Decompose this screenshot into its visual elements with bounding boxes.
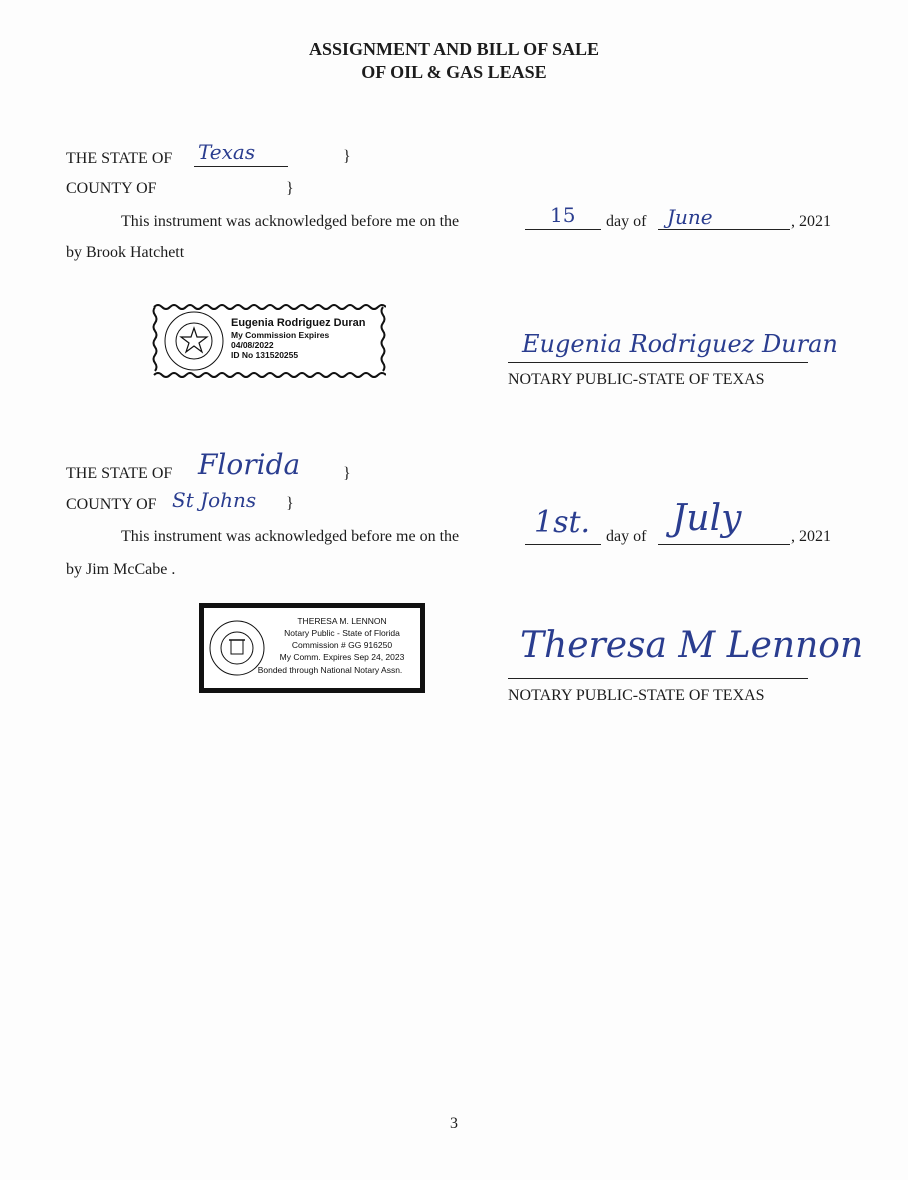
brace: }: [343, 148, 351, 165]
document-title-line1: ASSIGNMENT AND BILL OF SALE: [308, 39, 600, 59]
stamp-name: Eugenia Rodriguez Duran: [231, 317, 366, 329]
state-underline: [194, 166, 288, 167]
month-underline: [658, 544, 790, 545]
document-title-line2: OF OIL & GAS LEASE: [361, 62, 547, 82]
month-handwritten: June: [667, 205, 713, 229]
day-handwritten: 1st.: [534, 505, 591, 540]
acknowledgment-sentence: This instrument was acknowledged before me on the: [121, 213, 460, 230]
stamp-line: My Commission Expires: [231, 330, 330, 340]
stamp-name: THERESA M. LENNON: [297, 616, 387, 626]
stamp-line: 04/08/2022: [231, 340, 274, 350]
day-underline: [525, 544, 601, 545]
state-label: THE STATE OF: [66, 150, 173, 167]
county-label: COUNTY OF: [66, 180, 157, 197]
by-line: by Brook Hatchett: [66, 244, 185, 261]
notary-stamp-florida: [199, 603, 425, 693]
notary-stamp-texas: [152, 303, 386, 379]
brace: }: [343, 465, 351, 482]
stamp-line: My Comm. Expires Sep 24, 2023: [279, 652, 405, 662]
state-handwritten: Texas: [198, 140, 256, 164]
day-handwritten: 15: [550, 203, 576, 227]
notary-signature: Eugenia Rodriguez Duran: [522, 330, 838, 358]
stamp-line: Commission # GG 916250: [291, 640, 393, 650]
state-label: THE STATE OF: [66, 465, 173, 482]
page-number: 3: [450, 1115, 458, 1132]
day-of-text: day of: [606, 213, 647, 230]
by-line: by Jim McCabe .: [66, 561, 176, 578]
stamp-line: Bonded through National Notary Assn.: [257, 665, 403, 675]
brace: }: [286, 180, 294, 197]
notary-caption: NOTARY PUBLIC-STATE OF TEXAS: [508, 371, 765, 388]
county-handwritten: St Johns: [172, 488, 257, 512]
county-label: COUNTY OF: [66, 496, 157, 513]
month-handwritten: July: [672, 498, 742, 539]
state-handwritten: Florida: [198, 448, 301, 481]
year-text: , 2021: [791, 213, 831, 230]
day-of-text: day of: [606, 528, 647, 545]
notary-caption: NOTARY PUBLIC-STATE OF TEXAS: [508, 687, 765, 704]
notary-signature: Theresa M Lennon: [520, 625, 864, 666]
acknowledgment-sentence: This instrument was acknowledged before me on the: [121, 528, 460, 545]
stamp-line: Notary Public - State of Florida: [284, 628, 400, 638]
year-text: , 2021: [791, 528, 831, 545]
brace: }: [286, 495, 294, 512]
month-underline: [658, 229, 790, 230]
day-underline: [525, 229, 601, 230]
signature-line: [508, 678, 808, 679]
signature-line: [508, 362, 808, 363]
stamp-line: ID No 131520255: [231, 350, 299, 360]
